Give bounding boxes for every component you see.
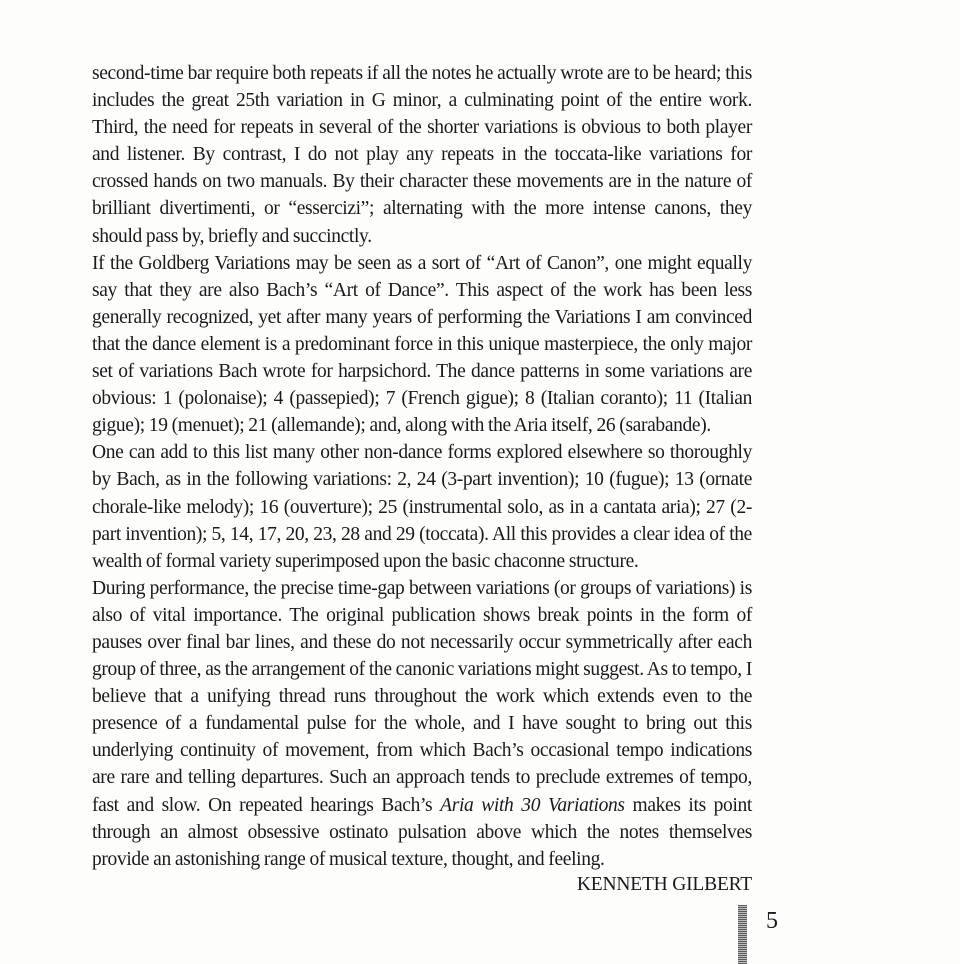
paragraph — [92, 439, 752, 574]
author-signature: KENNETH GILBERT — [576, 874, 752, 895]
work-title: Aria with 30 Variations — [440, 794, 625, 816]
paragraph — [92, 575, 752, 873]
paragraph — [92, 250, 752, 440]
page-number: 5 — [766, 908, 778, 934]
paragraph-text: One can add to this list many other non-dance forms explored elsewhere so thoroughly by Bach, as in the following variations: 2, 24 (3-part invention); 10 (fugue); 13 (ornate chorale-like melody); 16 (ouverture); 25 (instrumental solo, as in a cantata aria); 27 (2-part invention); 5, 14, 17, 20, 23, 28 and 29 (toccata). All this provides a clear idea of the wealth of formal variety superimposed upon the basic chaconne structure. — [92, 442, 752, 572]
page-edge-marker — [738, 905, 747, 964]
paragraph-text: If the Goldberg Variations may be seen as a sort of “Art of Canon”, one might equally say that they are also Bach’s “Art of Dance”. This aspect of the work has been less generally recognized, yet after many years of performing the Variations I am convinced that the dance element is a predominant force in this unique masterpiece, the only major set of variations Bach wrote for harpsichord. The dance patterns in some variations are obvious: 1 (polonaise); 4 (passepied); 7 (French gigue); 8 (Italian coranto); 11 (Italian gigue); 19 (menuet); 21 (allemande); and, along with the Aria itself, 26 (sarabande). — [92, 252, 752, 437]
paragraph-text: second-time bar require both repeats if all the notes he actually wrote are to be heard; this includes the great 25th variation in G minor, a culminating point of the entire work. Third, the need for repeats in several of the shorter variations is obvious to both player and listener. By contrast, I do not play any repeats in the toccata-like variations for crossed hands on two manuals. By their character these movements are in the nature of brilliant divertimenti, or “essercizi”; alternating with the more intense canons, they should pass by, briefly and succinctly. — [92, 63, 752, 247]
paragraph — [92, 60, 752, 250]
paragraph-text: During performance, the precise time-gap between variations (or groups of variations) is also of vital importance. The original publication shows break points in the form of pauses over final bar lines, and these do not necessarily occur symmetrically after each group of three, as the arrangement of the canonic variations might suggest. As to tempo, I believe that a unifying thread runs throughout the work which extends even to the presence of a fundamental pulse for the whole, and I have sought to bring out this underlying continuity of movement, from which Bach’s occasional tempo indications are rare and telling departures. Such an approach tends to preclude extremes of tempo, fast and slow. On repeated hearings Bach’s — [92, 577, 752, 816]
body-text — [92, 60, 752, 873]
paragraph-text: makes its point through an almost obsessive ostinato pulsation above which the notes themselves provide an astonishing range of musical texture, thought, and feeling. — [92, 794, 752, 870]
